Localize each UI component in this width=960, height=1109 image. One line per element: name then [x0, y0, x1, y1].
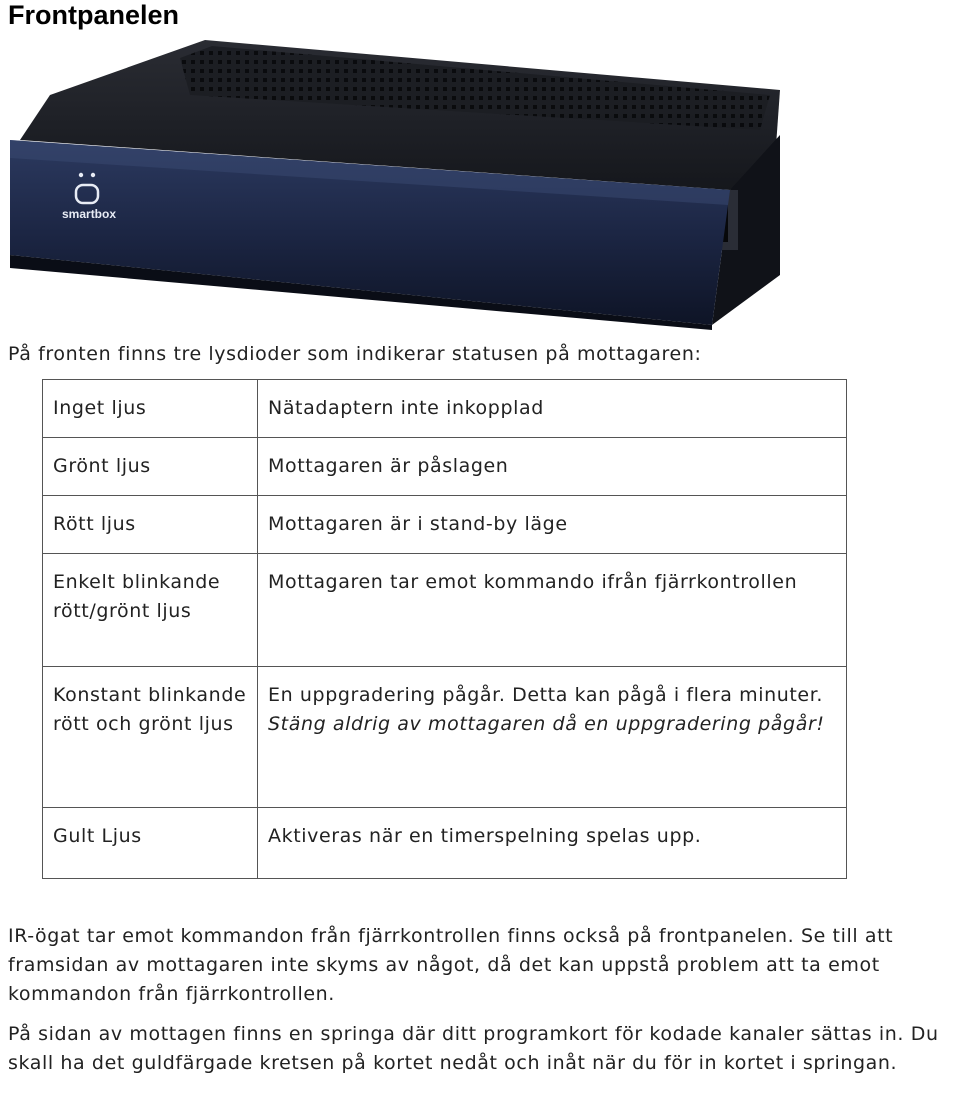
- upgrade-warning-text: Stäng aldrig av mottagaren då en uppgradering pågår!: [268, 713, 825, 735]
- led-state-cell: Enkelt blinkande rött/grönt ljus: [43, 554, 258, 667]
- table-row: [43, 554, 847, 667]
- led-meaning-cell: [258, 496, 847, 554]
- led-meaning-cell: [258, 380, 847, 438]
- table-row: [43, 808, 847, 879]
- led-meaning-text: Aktiveras när en timerspelning spelas upp.: [268, 825, 702, 847]
- led-state-cell: Gult Ljus: [43, 808, 258, 879]
- led-state-cell: Inget ljus: [43, 380, 258, 438]
- led-meaning-cell: [258, 808, 847, 879]
- led-meaning-text: Mottagaren är i stand-by läge: [268, 513, 568, 535]
- led-status-table: [42, 379, 847, 879]
- svg-text:smartbox: smartbox: [62, 207, 117, 221]
- table-row: [43, 438, 847, 496]
- table-row: [43, 380, 847, 438]
- led-meaning-cell: [258, 667, 847, 808]
- page-title: Frontpanelen: [8, 0, 180, 30]
- intro-text: På fronten finns tre lysdioder som indikerar statusen på mottagaren:: [8, 343, 702, 365]
- table-row: [43, 667, 847, 808]
- ir-eye-paragraph: IR-ögat tar emot kommandon från fjärrkontrollen finns också på frontpanelen. Se till att framsidan av mottagaren inte skyms av något, då det kan uppstå problem att ta emot kommandon från fjärrkontrollen.: [8, 925, 894, 1005]
- led-state-cell: Rött ljus: [43, 496, 258, 554]
- table-row: [43, 496, 847, 554]
- led-meaning-text: Nätadaptern inte inkopplad: [268, 397, 544, 419]
- led-state-cell: Konstant blinkande rött och grönt ljus: [43, 667, 258, 808]
- card-slot-paragraph: På sidan av mottagen finns en springa där ditt programkort för kodade kanaler sättas in. Du skall ha det guldfärgade kretsen på kortet nedåt och inåt när du för in kortet i springan.: [8, 1023, 939, 1074]
- led-meaning-text: Mottagaren är påslagen: [268, 455, 509, 477]
- smartbox-receiver-image: [0, 40, 800, 330]
- led-meaning-text: En uppgradering pågår. Detta kan pågå i flera minuter.: [268, 684, 824, 706]
- led-meaning-cell: [258, 554, 847, 667]
- led-meaning-text: Mottagaren tar emot kommando ifrån fjärrkontrollen: [268, 571, 798, 593]
- led-meaning-cell: [258, 438, 847, 496]
- led-state-cell: Grönt ljus: [43, 438, 258, 496]
